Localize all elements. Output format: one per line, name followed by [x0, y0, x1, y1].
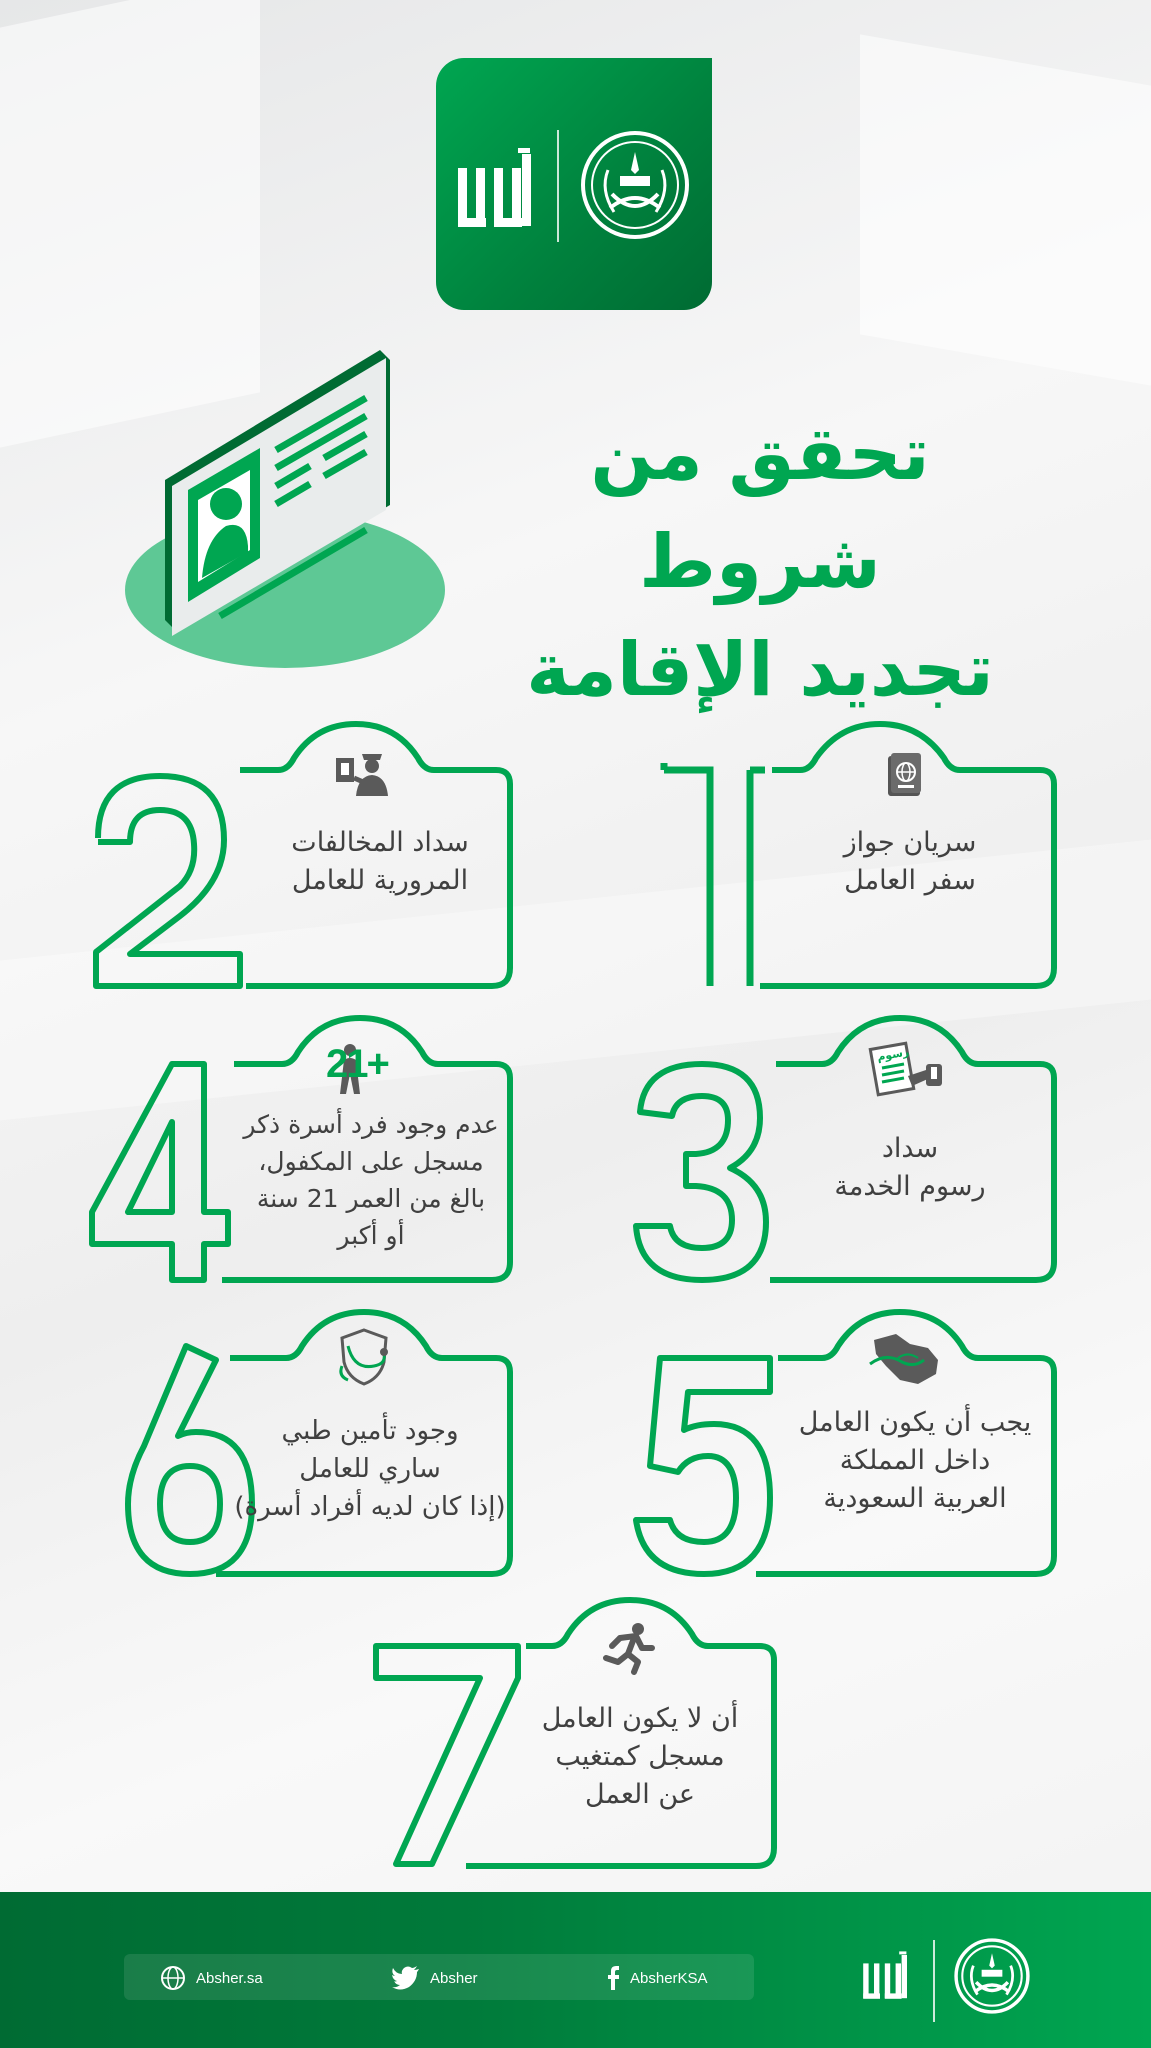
step-6-line-2: ساري للعامل — [299, 1454, 441, 1484]
step-card-7 — [370, 1594, 790, 1874]
footer-logo-divider — [933, 1940, 935, 2022]
step-4-text — [236, 1106, 506, 1254]
title-line-1: تحقق من شروط — [590, 411, 930, 605]
step-4-line-1: عدم وجود فرد أسرة ذكر — [243, 1110, 499, 1139]
step-7-text — [510, 1700, 770, 1814]
step-6-line-1: وجود تأمين طبي — [281, 1416, 459, 1446]
step-4-line-2: مسجل على المكفول، — [258, 1147, 484, 1176]
step-3-line-1: سداد — [881, 1133, 939, 1164]
step-3-line-2: رسوم الخدمة — [834, 1171, 986, 1202]
twitter-icon — [392, 1966, 420, 1990]
step-2-line-2: المرورية للعامل — [291, 865, 469, 896]
step-6-text — [230, 1412, 510, 1526]
age-21-plus-label: 21+ — [326, 1042, 388, 1086]
step-7-line-2: مسجل كمتغيب — [555, 1741, 725, 1772]
step-4-line-3: بالغ من العمر 21 سنة — [256, 1184, 486, 1213]
step-card-3 — [630, 1012, 1070, 1288]
step-4-line-4: أو أكبر — [337, 1221, 405, 1250]
adult-21-plus-icon — [320, 1038, 410, 1098]
step-5-line-1: يجب أن يكون العامل — [798, 1407, 1032, 1438]
step-2-line-1: سداد المخالفات — [291, 827, 469, 858]
facebook-label: AbsherKSA — [630, 1969, 708, 1987]
logo-divider — [557, 130, 559, 242]
step-card-2 — [90, 718, 520, 994]
step-1-line-1: سريان جواز — [843, 827, 977, 858]
footer-absher-wordmark — [862, 1950, 910, 2012]
facebook-link[interactable] — [606, 1964, 708, 1992]
website-link[interactable] — [160, 1964, 263, 1992]
step-card-4 — [86, 1012, 520, 1288]
step-card-6 — [120, 1306, 520, 1582]
absher-wordmark — [456, 148, 536, 244]
step-card-1 — [650, 718, 1070, 994]
page-title — [470, 400, 1050, 724]
step-5-line-3: العربية السعودية — [823, 1483, 1007, 1514]
footer-ministry-emblem — [954, 1938, 1030, 2018]
step-7-line-3: عن العمل — [584, 1779, 696, 1810]
step-5-text — [780, 1404, 1050, 1518]
globe-icon — [160, 1965, 186, 1991]
step-3-text — [780, 1130, 1040, 1206]
step-5-line-2: داخل المملكة — [839, 1445, 991, 1476]
ministry-emblem — [580, 130, 690, 244]
step-1-text — [780, 824, 1040, 900]
background-shape — [860, 34, 1151, 385]
step-6-line-3: (إذا كان لديه أفراد أسرة) — [234, 1492, 506, 1522]
step-2-text — [260, 824, 500, 900]
id-card-illustration — [110, 340, 450, 684]
step-card-5 — [630, 1306, 1070, 1582]
twitter-label: Absher — [430, 1969, 478, 1987]
fees-icon-label: رسوم — [876, 1045, 910, 1064]
website-label: Absher.sa — [196, 1969, 263, 1987]
twitter-link[interactable] — [392, 1964, 478, 1992]
step-1-line-2: سفر العامل — [844, 865, 976, 896]
facebook-icon — [606, 1966, 620, 1990]
step-7-line-1: أن لا يكون العامل — [541, 1703, 739, 1734]
title-line-2: تجديد الإقامة — [526, 627, 994, 713]
